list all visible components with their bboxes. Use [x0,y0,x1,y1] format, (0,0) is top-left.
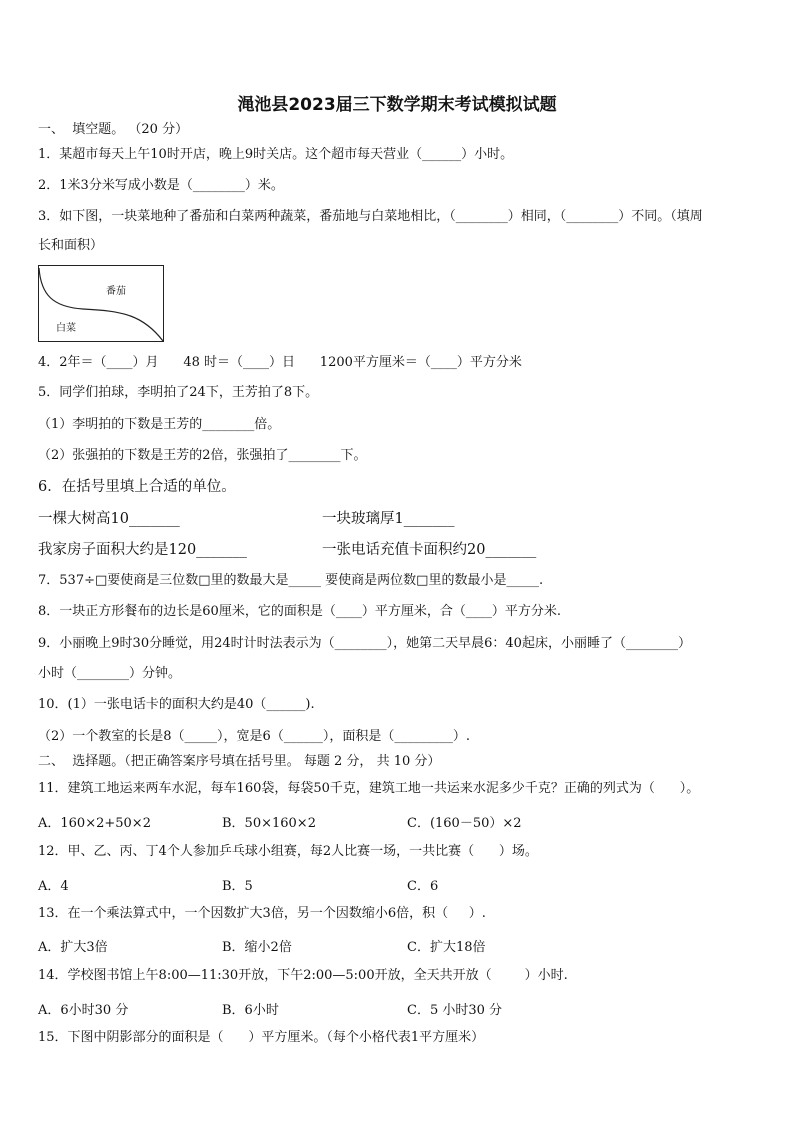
question-2: 2．1米3分米写成小数是（________）米。 [38,178,284,193]
question-6-item-b: 一块玻璃厚1_______ [322,511,455,527]
question-5-part-2: （2）张强拍的下数是王芳的2倍，张强拍了________下。 [38,448,367,463]
q11-option-a: A．160×2+50×2 [38,816,151,831]
cabbage-label: 白菜 [56,323,76,334]
page-title: 渑池县2023届三下数学期末考试模拟试题 [237,95,557,115]
question-6: 6．在括号里填上合适的单位。 [38,479,236,495]
question-9-line-1: 9．小丽晚上9时30分睡觉，用24时计时法表示为（________），她第二天早晨6：40起床，小丽睡了（________） [38,636,691,651]
q12-option-b: B．5 [222,879,253,894]
tomato-label: 番茄 [106,286,126,297]
question-15: 15．下图中阴影部分的面积是（ ）平方厘米。（每个小格代表1平方厘米） [38,1030,485,1045]
question-1: 1．某超市每天上午10时开店，晚上9时关店。这个超市每天营业（______）小时。 [38,147,514,162]
question-5-part-1: （1）李明拍的下数是王芳的________倍。 [38,417,281,432]
q14-option-a: A．6小时30 分 [38,1003,129,1018]
q13-option-a: A．扩大3倍 [38,940,108,955]
question-8: 8．一块正方形餐布的边长是60厘米，它的面积是（____）平方厘米，合（____）平方分米. [38,604,561,619]
q13-option-c: C．扩大18倍 [407,940,486,955]
q14-option-c: C．5 小时30 分 [407,1003,503,1018]
question-3-line-2: 长和面积） [38,238,104,253]
q12-option-c: C．6 [407,879,439,894]
question-13: 13．在一个乘法算式中，一个因数扩大3倍，另一个因数缩小6倍，积（ ）. [38,906,486,921]
question-6-item-c: 我家房子面积大约是120_______ [38,542,247,558]
question-3-line-1: 3．如下图，一块菜地种了番茄和白菜两种蔬菜，番茄地与白菜地相比，（________）相同，（________）不同。（填周 [38,209,703,224]
question-12: 12．甲、乙、丙、丁4个人参加乒乓球小组赛，每2人比赛一场，一共比赛（ ）场。 [38,844,538,859]
question-4: 4．2年＝（____）月 48 时＝（____）日 1200平方厘米＝（____）平方分米 [38,355,522,370]
question-9-line-2: 小时（________）分钟。 [38,666,182,681]
q12-option-a: A．4 [38,879,69,894]
question-11: 11．建筑工地运来两车水泥，每车160袋，每袋50千克，建筑工地一共运来水泥多少千克？正确的列式为（ ）。 [38,781,700,796]
question-6-item-a: 一棵大树高10_______ [38,511,180,527]
question-10: 10．(1）一张电话卡的面积大约是40（______). [38,697,315,712]
question-10-part-2: （2）一个教室的长是8（_____），宽是6（______），面积是（_________）. [38,729,470,744]
q11-option-c: C．(160－50）×2 [407,816,522,831]
question-5: 5．同学们拍球，李明拍了24下，王芳拍了8下。 [38,385,319,400]
question-6-item-d: 一张电话充值卡面积约20_______ [322,542,537,558]
question-14: 14．学校图书馆上午8:00—11:30开放，下午2:00—5:00开放，全天共开放（ ）小时. [38,968,568,983]
q13-option-b: B．缩小2倍 [222,940,292,955]
q11-option-b: B．50×160×2 [222,816,316,831]
vegetable-plot-figure [38,265,164,342]
section-fill-in-heading: 一、 填空题。 （20 分） [38,122,189,137]
q14-option-b: B．6小时 [222,1003,279,1018]
section-choice-heading: 二、 选择题。（把正确答案序号填在括号里。 每题 2 分， 共 10 分） [38,754,441,769]
question-7: 7．537÷□要使商是三位数□里的数最大是_____ 要使商是两位数□里的数最小是_____. [38,573,544,588]
